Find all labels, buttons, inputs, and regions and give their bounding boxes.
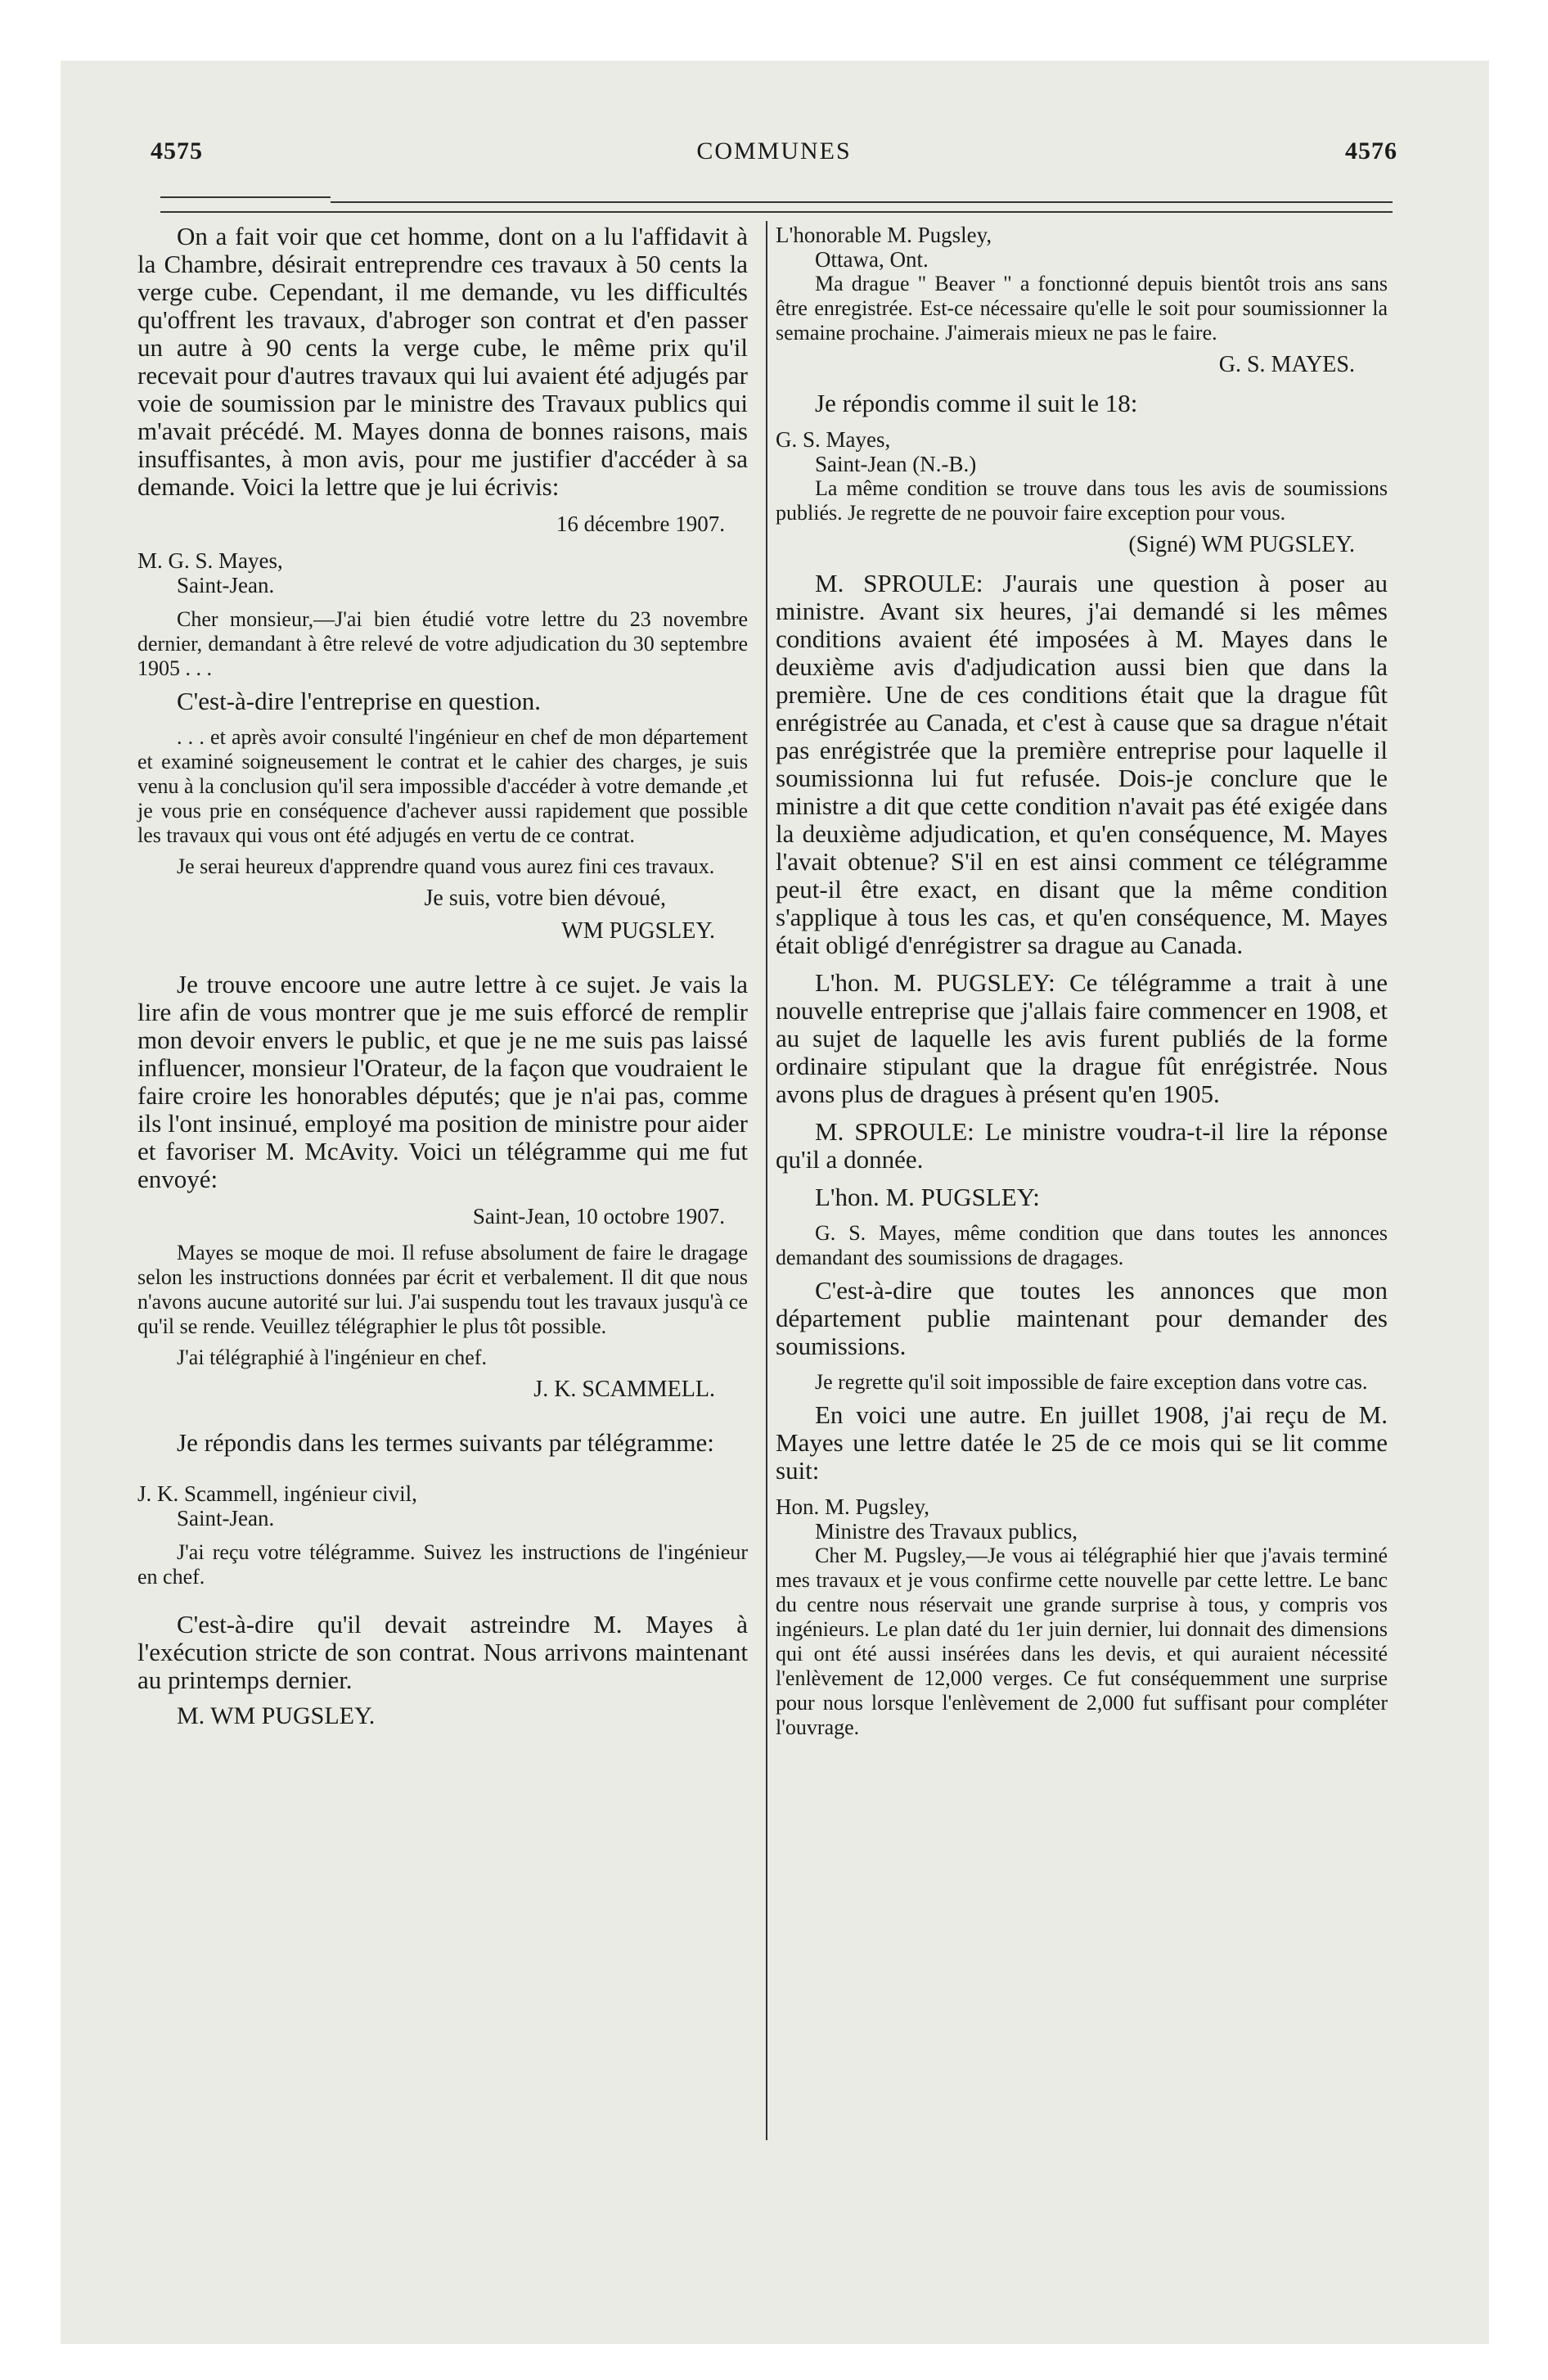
address-line: Saint-Jean (N.-B.)	[815, 452, 977, 476]
paragraph: En voici une autre. En juillet 1908, j'ai reçu de M. Mayes une lettre datée le 25 de ce mois qui se lit comme suit:	[776, 1400, 1388, 1485]
left-column	[137, 223, 748, 1729]
header-rule-top	[331, 201, 1393, 203]
speaker-name: M. WM PUGSLEY.	[177, 1702, 376, 1729]
quoted-telegram: Ma drague " Beaver " a fonctionné depuis bientôt trois ans sans être enregistrée. Est-ce nécessaire qu'elle le soit pour soumissionner la semaine prochaine. J'aimerais mieux ne pas le faire.	[776, 272, 1388, 345]
letter-closing: Je suis, votre bien dévoué,	[424, 886, 666, 911]
paragraph: C'est-à-dire l'entreprise en question.	[177, 687, 542, 715]
paragraph: L'hon. M. PUGSLEY:	[815, 1183, 1040, 1211]
spacer	[137, 1414, 748, 1429]
address-line: Hon. M. Pugsley,	[776, 1494, 930, 1519]
quoted-telegram: Mayes se moque de moi. Il refuse absolument de faire le dragage selon les instructions données par écrit et verbalement. Il dit que nous n'avons aucune autorité sur lui. J'ai suspendu tout les travaux jusqu'à ce qu'il se rende. Veuillez télégraphier le plus tôt possible.	[137, 1241, 748, 1338]
page-number-right: 4576	[1345, 137, 1397, 165]
address-line: Ministre des Travaux publics,	[815, 1519, 1078, 1544]
paragraph: On a fait voir que cet homme, dont on a lu l'affidavit à la Chambre, désirait entreprendre ces travaux à 50 cents la verge cube. Cependant, il me demande, vu les difficultés qu'offrent les travaux, d'abroger son contrat et d'en passer un autre à 90 cents la verge cube, le même prix qu'il recevait pour d'autres travaux qui lui avaient été adjugés par voie de soumission par le ministre des Travaux publics qui m'avait précédé. M. Mayes donna de bonnes raisons, mais insuffisantes, à mon avis, pour me justifier d'accéder à sa demande. Voici la lettre que je lui écrivis:	[137, 222, 748, 501]
quoted-telegram: J'ai télégraphié à l'ingénieur en chef.	[177, 1346, 487, 1369]
address-line: Saint-Jean.	[177, 573, 275, 597]
paragraph: M. SPROULE: J'aurais une question à poser au ministre. Avant six heures, j'ai demandé si les mêmes conditions avaient été imposées à M. Mayes dans le deuxième avis d'adjudication aussi bien que dans la première. Une de ces conditions était que la drague fût enrégistrée au Canada, et c'est à cause que sa drague n'était pas enrégistrée que la première entreprise pour laquelle il soumissionna lui fut refusée. Dois-je conclure que le ministre a dit que cette condition n'avait pas été exigée dans la deuxième adjudication, et qu'en conséquence, M. Mayes l'avait obtenue? S'il en est ainsi comment ce télégramme peut-il être exact, en disant que la même condition s'applique à tous les cas, et qu'en conséquence, M. Mayes était obligé d'enrégistrer sa drague au Canada.	[776, 569, 1388, 959]
quoted-telegram: Je regrette qu'il soit impossible de faire exception dans votre cas.	[815, 1370, 1368, 1394]
header-rule-short	[160, 196, 331, 198]
quoted-letter: Cher M. Pugsley,—Je vous ai télégraphié hier que j'avais terminé mes travaux et je vous confirme cette nouvelle par cette lettre. Le banc du centre nous réservait une grande surprise à tous, y compris vos ingénieurs. Le plan daté du 1er juin dernier, lui donnait des dimensions qui ont été aussi insérées dans les devis, et qui auraient nécessité l'enlèvement de 12,000 verges. Ce fut conséquemment une surprise pour nous lorsque l'enlèvement de 2,000 fut suffisant pour compléter l'ouvrage.	[776, 1544, 1388, 1739]
paragraph: C'est-à-dire que toutes les annonces que mon département publie maintenant pour demander des soumissions.	[776, 1276, 1388, 1360]
quoted-telegram: La même condition se trouve dans tous les avis de soumissions publiés. Je regrette de ne pouvoir faire exception pour vous.	[776, 476, 1388, 525]
paragraph: L'hon. M. PUGSLEY: Ce télégramme a trait à une nouvelle entreprise que j'allais faire commencer en 1908, et au sujet de laquelle les avis furent publiés de la forme ordinaire stipulant que la drague fût enrégistrée. Nous avons plus de dragues à présent qu'en 1905.	[776, 968, 1388, 1108]
address-line: J. K. Scammell, ingénieur civil,	[137, 1481, 417, 1506]
signature: G. S. MAYES.	[1218, 352, 1355, 377]
column-divider	[766, 221, 767, 2140]
address-line: L'honorable M. Pugsley,	[776, 223, 992, 247]
spacer	[137, 1467, 748, 1481]
address-line: Ottawa, Ont.	[815, 247, 929, 272]
paragraph: Je répondis dans les termes suivants par télégramme:	[177, 1428, 714, 1457]
quoted-telegram: J'ai reçu votre télégramme. Suivez les instructions de l'ingénieur en chef.	[137, 1540, 748, 1589]
paragraph: Je répondis comme il suit le 18:	[815, 389, 1138, 417]
page-number-left: 4575	[151, 137, 203, 165]
quoted-letter: Je serai heureux d'apprendre quand vous aurez fini ces travaux.	[177, 854, 715, 878]
paragraph: M. SPROULE: Le ministre voudra-t-il lire la réponse qu'il a donnée.	[776, 1117, 1388, 1174]
paragraph: C'est-à-dire qu'il devait astreindre M. Mayes à l'exécution stricte de son contrat. Nous arrivons maintenant au printemps dernier.	[137, 1610, 748, 1694]
right-column	[776, 223, 1388, 1747]
signature: (Signé) WM PUGSLEY.	[1128, 532, 1355, 557]
running-title: COMMUNES	[696, 137, 852, 165]
address-line: M. G. S. Mayes,	[137, 548, 283, 573]
quoted-telegram: G. S. Mayes, même condition que dans toutes les annonces demandant des soumissions de dragages.	[776, 1221, 1388, 1269]
letter-date: 16 décembre 1907.	[556, 512, 725, 536]
address-line: G. S. Mayes,	[776, 427, 891, 452]
header-rule-bottom	[160, 211, 1393, 213]
signature: WM PUGSLEY.	[561, 918, 715, 944]
spacer	[137, 1596, 748, 1611]
paragraph: Je trouve encoore une autre lettre à ce sujet. Je vais la lire afin de vous montrer que je me suis efforcé de remplir mon devoir envers le public, et que je ne me suis pas laissé influencer, monsieur l'Orateur, de la façon que voudraient le faire croire les honorables députés; que je n'ai pas, comme ils l'ont insinué, employé ma position de ministre pour aider et favoriser M. McAvity. Voici un télégramme qui me fut envoyé:	[137, 970, 748, 1193]
quoted-letter: . . . et après avoir consulté l'ingénieur en chef de mon département et examiné soigneusement le contrat et le cahier des charges, je suis venu à la conclusion qu'il sera impossible d'accéder à votre demande ,et je vous prie en conséquence d'achever aussi rapidement que possible les travaux qui vous ont été adjugés en vertu de ce contrat.	[137, 725, 748, 847]
telegram-date: Saint-Jean, 10 octobre 1907.	[472, 1204, 725, 1228]
signature: J. K. SCAMMELL.	[533, 1377, 715, 1402]
address-line: Saint-Jean.	[177, 1506, 275, 1530]
quoted-letter: Cher monsieur,—J'ai bien étudié votre lettre du 23 novembre dernier, demandant à être relevé de votre adjudication du 30 septembre 1905 . . .	[137, 607, 748, 680]
spacer	[137, 956, 748, 971]
